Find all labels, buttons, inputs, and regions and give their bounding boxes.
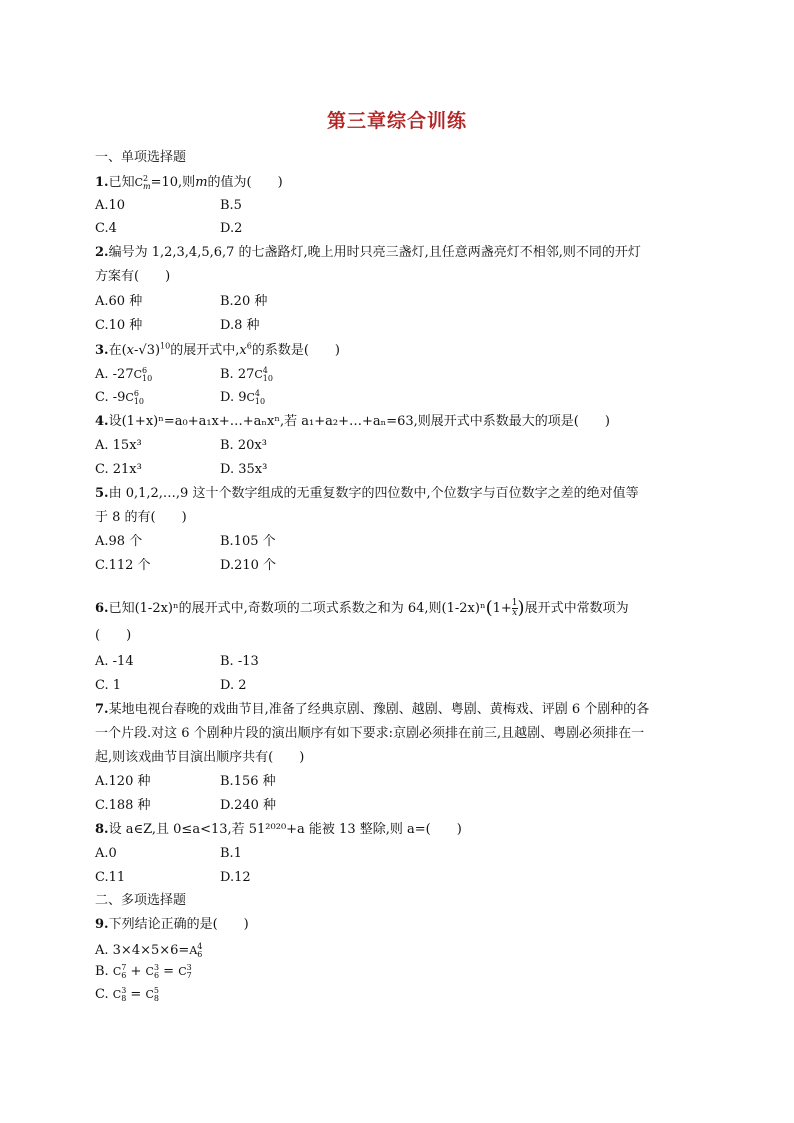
option-b[interactable]: B.1 bbox=[220, 846, 242, 861]
option-b[interactable]: B.156 种 bbox=[220, 774, 276, 789]
question-7 bbox=[95, 702, 649, 718]
question-8-options-row-2 bbox=[95, 870, 251, 886]
question-1-options-row-1 bbox=[95, 198, 242, 214]
question-text: 在( bbox=[108, 343, 127, 358]
section-heading-single-choice: 一、单项选择题 bbox=[95, 150, 187, 165]
question-8-options-row-1 bbox=[95, 846, 242, 862]
question-text: 的值为( ) bbox=[207, 175, 283, 190]
option-b[interactable]: B. 27C 4 10 bbox=[220, 366, 273, 383]
variable: m bbox=[195, 175, 208, 190]
option-d[interactable]: D.12 bbox=[220, 870, 251, 885]
question-5-options-row-1 bbox=[95, 534, 276, 550]
paren: ) bbox=[154, 343, 161, 358]
question-9-option-a[interactable] bbox=[95, 943, 202, 959]
question-7-options-row-1 bbox=[95, 774, 276, 790]
option-d[interactable]: D.240 种 bbox=[220, 798, 277, 813]
option-c[interactable]: C. -9C 6 10 bbox=[95, 389, 145, 406]
option-d[interactable]: D.2 bbox=[220, 221, 243, 236]
question-2-line-2: 方案有( ) bbox=[95, 269, 171, 284]
question-text: 展开式中常数项为 bbox=[524, 601, 629, 616]
question-7-options-row-2 bbox=[95, 798, 277, 814]
question-7-line-2: 一个片段.对这 6 个剧种片段的演出顺序有如下要求:京剧必须排在前三,且越剧、粤剧必须排在一 bbox=[95, 726, 645, 741]
question-6 bbox=[95, 599, 629, 618]
question-text: 设 a∈Z,且 0≤a<13,若 51²⁰²⁰+a 能被 13 整除,则 a=( ) bbox=[108, 822, 462, 837]
question-text: 已知 bbox=[108, 175, 135, 190]
option-label: A. 3×4×5×6= bbox=[95, 943, 190, 958]
question-5 bbox=[95, 486, 639, 502]
option-c[interactable]: C.188 种 bbox=[95, 798, 151, 813]
option-c[interactable]: C. 21x³ bbox=[95, 462, 142, 477]
question-2-options-row-2 bbox=[95, 318, 260, 334]
option-d[interactable]: D.210 个 bbox=[220, 558, 277, 573]
question-3-options-row-1 bbox=[95, 366, 273, 383]
page-title: 第三章综合训练 bbox=[326, 110, 467, 132]
option-d[interactable]: D. 9C 4 10 bbox=[220, 389, 266, 406]
question-number: 7. bbox=[95, 702, 109, 717]
section-heading-multiple-choice: 二、多项选择题 bbox=[95, 893, 187, 908]
option-a[interactable]: A.10 bbox=[95, 198, 126, 213]
question-text: 某地电视台春晚的戏曲节目,准备了经典京剧、豫剧、越剧、粤剧、黄梅戏、评剧 6 个剧种的各 bbox=[108, 702, 650, 717]
question-number: 8. bbox=[95, 822, 109, 837]
question-number: 4. bbox=[95, 414, 109, 429]
option-b[interactable]: B. 20x³ bbox=[220, 438, 267, 453]
fraction-expression: (1+ $\frac{1}{x}$ ) bbox=[485, 597, 525, 619]
question-1-options-row-2 bbox=[95, 221, 243, 237]
variable: x bbox=[239, 343, 247, 358]
option-d[interactable]: D. 2 bbox=[220, 678, 247, 693]
option-c[interactable]: C.112 个 bbox=[95, 558, 151, 573]
question-6-options-row-1 bbox=[95, 654, 259, 670]
exponent: 10 bbox=[160, 341, 171, 351]
option-a[interactable]: A.98 个 bbox=[95, 534, 143, 549]
operator: - bbox=[134, 343, 139, 358]
option-a[interactable]: A.120 种 bbox=[95, 774, 151, 789]
question-4-options-row-1 bbox=[95, 438, 267, 454]
exponent: 6 bbox=[246, 341, 252, 351]
question-text: 编号为 1,2,3,4,5,6,7 的七盏路灯,晚上用时只亮三盏灯,且任意两盏亮灯不相邻,则不同的开灯 bbox=[108, 245, 641, 260]
question-number: 5. bbox=[95, 486, 109, 501]
option-a[interactable]: A. 15x³ bbox=[95, 438, 142, 453]
option-label: C. bbox=[95, 987, 109, 1002]
question-4-options-row-2 bbox=[95, 462, 268, 478]
variable: x bbox=[126, 343, 134, 358]
option-d[interactable]: D. 35x³ bbox=[220, 462, 268, 477]
question-6-options-row-2 bbox=[95, 678, 247, 694]
question-5-options-row-2 bbox=[95, 558, 277, 574]
question-1 bbox=[95, 175, 283, 191]
question-9-option-c[interactable]: C. C 3 8 = C 5 8 bbox=[95, 986, 159, 1003]
question-8 bbox=[95, 822, 462, 838]
question-7-line-3: 起,则该戏曲节目演出顺序共有( ) bbox=[95, 750, 305, 765]
question-3-options-row-2 bbox=[95, 389, 266, 406]
sqrt-expression: √3 bbox=[138, 343, 155, 358]
question-number: 9. bbox=[95, 917, 109, 932]
option-a[interactable]: A. -14 bbox=[95, 654, 134, 669]
question-number: 3. bbox=[95, 343, 109, 358]
question-3 bbox=[95, 343, 340, 359]
option-a[interactable]: A. -27C 6 10 bbox=[95, 366, 153, 383]
option-c[interactable]: C.4 bbox=[95, 221, 117, 236]
permutation-symbol: A 4 6 bbox=[189, 942, 203, 959]
question-number: 2. bbox=[95, 245, 109, 260]
question-text: 已知(1-2x)ⁿ的展开式中,奇数项的二项式系数之和为 64,则(1-2x)ⁿ bbox=[108, 601, 486, 616]
question-9 bbox=[95, 917, 249, 933]
question-6-line-2: ( ) bbox=[95, 628, 132, 643]
option-a[interactable]: A.60 种 bbox=[95, 294, 143, 309]
question-number: 6. bbox=[95, 601, 109, 616]
option-b[interactable]: B. -13 bbox=[220, 654, 259, 669]
option-b[interactable]: B.105 个 bbox=[220, 534, 276, 549]
option-c[interactable]: C.11 bbox=[95, 870, 126, 885]
option-b[interactable]: B.5 bbox=[220, 198, 242, 213]
question-text: 的系数是( ) bbox=[251, 343, 340, 358]
option-c[interactable]: C. 1 bbox=[95, 678, 122, 693]
combination-symbol: C 2 m bbox=[134, 174, 151, 191]
question-text: 设(1+x)ⁿ=a₀+a₁x+…+aₙxⁿ,若 a₁+a₂+…+aₙ=63,则展开式中系数最大的项是( ) bbox=[108, 414, 610, 429]
question-5-line-2: 于 8 的有( ) bbox=[95, 510, 187, 525]
option-d[interactable]: D.8 种 bbox=[220, 318, 260, 333]
question-text: 由 0,1,2,…,9 这十个数字组成的无重复数字的四位数中,个位数字与百位数字之差的绝对值等 bbox=[108, 486, 639, 501]
question-text: 的展开式中, bbox=[170, 343, 240, 358]
question-text: =10,则 bbox=[150, 175, 196, 190]
question-2 bbox=[95, 245, 641, 261]
question-4 bbox=[95, 414, 610, 430]
option-c[interactable]: C.10 种 bbox=[95, 318, 143, 333]
option-a[interactable]: A.0 bbox=[95, 846, 117, 861]
question-text: 下列结论正确的是( ) bbox=[108, 917, 249, 932]
question-2-options-row-1 bbox=[95, 294, 268, 310]
option-b[interactable]: B.20 种 bbox=[220, 294, 268, 309]
question-number: 1. bbox=[95, 175, 109, 190]
option-label: B. bbox=[95, 964, 109, 979]
question-9-option-b[interactable]: B. C 7 6 + C 3 6 = C 3 7 bbox=[95, 963, 192, 980]
